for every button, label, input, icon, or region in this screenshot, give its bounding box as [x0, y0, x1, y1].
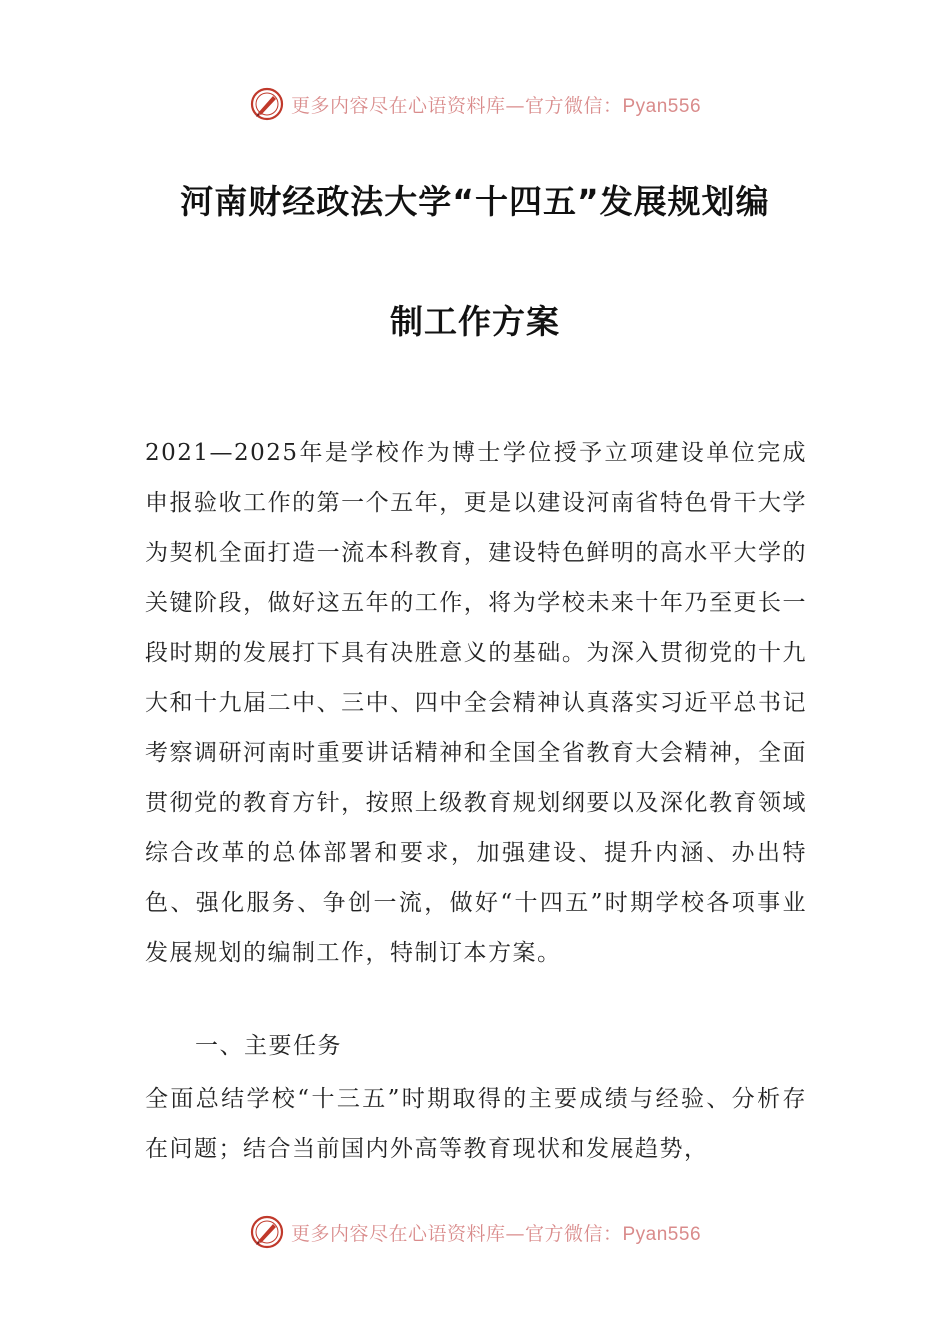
- footer-watermark: [0, 1212, 950, 1252]
- document-title-line-1: 河南财经政法大学“十四五”发展规划编: [180, 182, 770, 221]
- pen-logo-icon: [249, 86, 285, 122]
- pen-logo-icon: [249, 1214, 285, 1250]
- watermark-text: 更多内容尽在心语资料库—官方微信：Pyan556: [290, 1222, 702, 1245]
- document-title-line-2: 制工作方案: [390, 302, 560, 341]
- wechat-id: Pyan556: [622, 95, 702, 117]
- watermark-text: 更多内容尽在心语资料库—官方微信：Pyan556: [290, 94, 702, 117]
- wechat-id: Pyan556: [622, 1223, 702, 1245]
- section-heading: 一、主要任务: [195, 1033, 342, 1059]
- header-watermark: [0, 84, 950, 124]
- body-paragraph-2: 全面总结学校“十三五”时期取得的主要成绩与经验、分析存在问题；结合当前国内外高等教育现状和发展趋势，: [145, 1086, 807, 1162]
- body-paragraph-1: 2021—2025年是学校作为博士学位授予立项建设单位完成申报验收工作的第一个五年，更是以建设河南省特色骨干大学为契机全面打造一流本科教育，建设特色鲜明的高水平大学的关键阶段，做好这五年的工作，将为学校未来十年乃至更长一段时期的发展打下具有决胜意义的基础。为深入贯彻党的十九大和十九届二中、三中、四中全会精神认真落实习近平总书记考察调研河南时重要讲话精神和全国全省教育大会精神，全面贯彻党的教育方针，按照上级教育规划纲要以及深化教育领域综合改革的总体部署和要求，加强建设、提升内涵、办出特色、强化服务、争创一流，做好“十四五”时期学校各项事业发展规划的编制工作，特制订本方案。: [145, 440, 807, 966]
